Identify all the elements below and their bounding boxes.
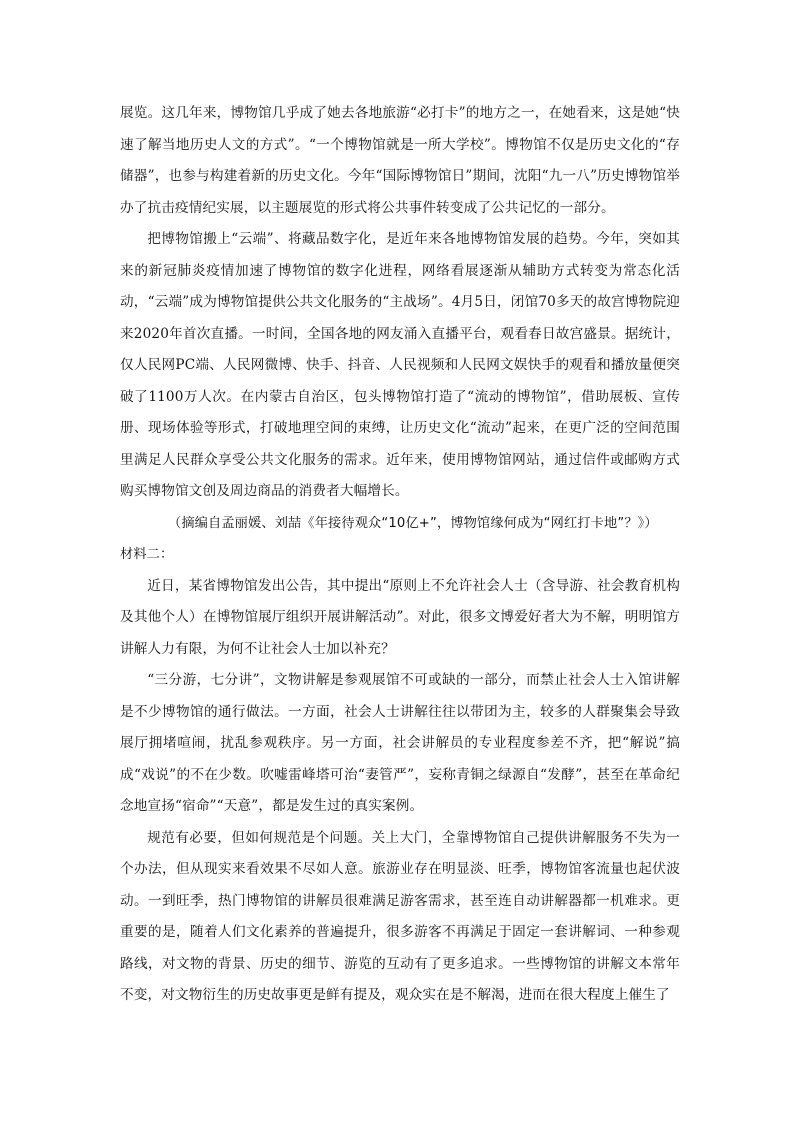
material1-paragraph-2: 把博物馆搬上“云端”、将藏品数字化，是近年来各地博物馆发展的趋势。今年，突如其来的新冠肺炎疫情加速了博物馆的数字化进程，网络看展逐渐从辅助方式转变为常态化活动，“云端”成为博物馆提供公共文化服务的“主战场”。4月5日，闭馆70多天的故宫博物院迎来2020年首次直播。一时间，全国各地的网友涌入直播平台，观看春日故宫盛景。据统计，仅人民网PC端、人民网微博、快手、抖音、人民视频和人民网文娱快手的观看和播放量便突破了1100万人次。在内蒙古自治区，包头博物馆打造了“流动的博物馆”，借助展板、宣传册、现场体验等形式，打破地理空间的束缚，让历史文化“流动”起来，在更广泛的空间范围里满足人民群众享受公共文化服务的需求。近年来，使用博物馆网站，通过信件或邮购方式购买博物馆文创及周边商品的消费者大幅增长。 — [120, 231, 680, 499]
material2-paragraph-1: 近日，某省博物馆发出公告，其中提出“原则上不允许社会人士（含导游、社会教育机构及其他个人）在博物馆展厅组织开展讲解活动”。对此，很多文博爱好者大为不解，明明馆方讲解人力有限，为何不让社会人士加以补充？ — [120, 577, 680, 657]
material1-source-citation: （摘编自孟丽媛、刘喆《年接待观众“10亿+”，博物馆缘何成为“网红打卡地”？》） — [168, 515, 658, 531]
material1-paragraph-1: 展览。这几年来，博物馆几乎成了她去各地旅游“必打卡”的地方之一，在她看来，这是她“快速了解当地历史人文的方式”。“一个博物馆就是一所大学校”。博物馆不仅是历史文化的“存储器”，也参与构建着新的历史文化。今年“国际博物馆日”期间，沈阳“九一八”历史博物馆举办了抗击疫情纪实展，以主题展览的形式将公共事件转变成了公共记忆的一部分。 — [120, 105, 680, 216]
material2-paragraph-3: 规范有必要，但如何规范是个问题。关上大门，全靠博物馆自己提供讲解服务不失为一个办法，但从现实来看效果不尽如人意。旅游业存在明显淡、旺季，博物馆客流量也起伏波动。一到旺季，热门博物馆的讲解员很难满足游客需求，甚至连自动讲解器都一机难求。更重要的是，随着人们文化素养的普遍提升，很多游客不再满足于固定一套讲解词、一种参观路线，对文物的背景、历史的细节、游览的互动有了更多追求。一些博物馆的讲解文本常年不变，对文物衍生的历史故事更是鲜有提及，观众实在是不解渴，进而在很大程度上催生了 — [120, 829, 680, 1003]
document-page — [120, 98, 680, 1012]
material2-paragraph-2: “三分游，七分讲”，文物讲解是参观展馆不可或缺的一部分，而禁止社会人士入馆讲解是不少博物馆的通行做法。一方面，社会人士讲解往往以带团为主，较多的人群聚集会导致展厅拥堵喧闹，扰乱参观秩序。另一方面，社会讲解员的专业程度参差不齐，把“解说”搞成“戏说”的不在少数。吹嘘雷峰塔可治“妻管严”，妄称青铜之绿源自“发酵”，甚至在革命纪念地宣扬“宿命”“天意”，都是发生过的真实案例。 — [120, 672, 680, 814]
material2-label: 材料二： — [120, 547, 174, 562]
